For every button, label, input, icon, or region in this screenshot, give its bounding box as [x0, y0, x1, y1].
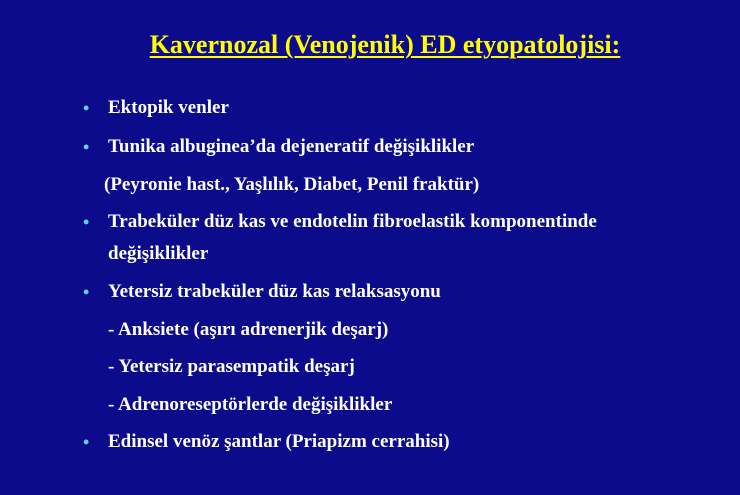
list-item: Yetersiz trabeküler düz kas relaksasyonu — [108, 281, 441, 302]
list-item-sub: - Anksiete (aşırı adrenerjik deşarj) — [108, 319, 389, 340]
list-item: Trabeküler düz kas ve endotelin fibroelastik komponentinde — [108, 211, 597, 232]
bullet-icon: • — [83, 212, 90, 232]
list-item: Edinsel venöz şantlar (Priapizm cerrahisi) — [108, 431, 450, 452]
list-item: Ektopik venler — [108, 97, 229, 118]
bullet-icon: • — [83, 432, 90, 452]
slide-title: Kavernozal (Venojenik) ED etyopatolojisi: — [149, 30, 621, 59]
list-item-sub: (Peyronie hast., Yaşlılık, Diabet, Penil fraktür) — [104, 174, 480, 195]
list-item-continuation: değişiklikler — [108, 243, 209, 264]
bullet-icon: • — [83, 282, 90, 302]
list-item: Tunika albuginea’da dejeneratif değişiklikler — [108, 136, 475, 157]
list-item-sub: - Yetersiz parasempatik deşarj — [108, 356, 355, 377]
list-item-sub: - Adrenoreseptörlerde değişiklikler — [108, 394, 393, 415]
bullet-icon: • — [83, 98, 90, 118]
bullet-icon: • — [83, 137, 90, 157]
